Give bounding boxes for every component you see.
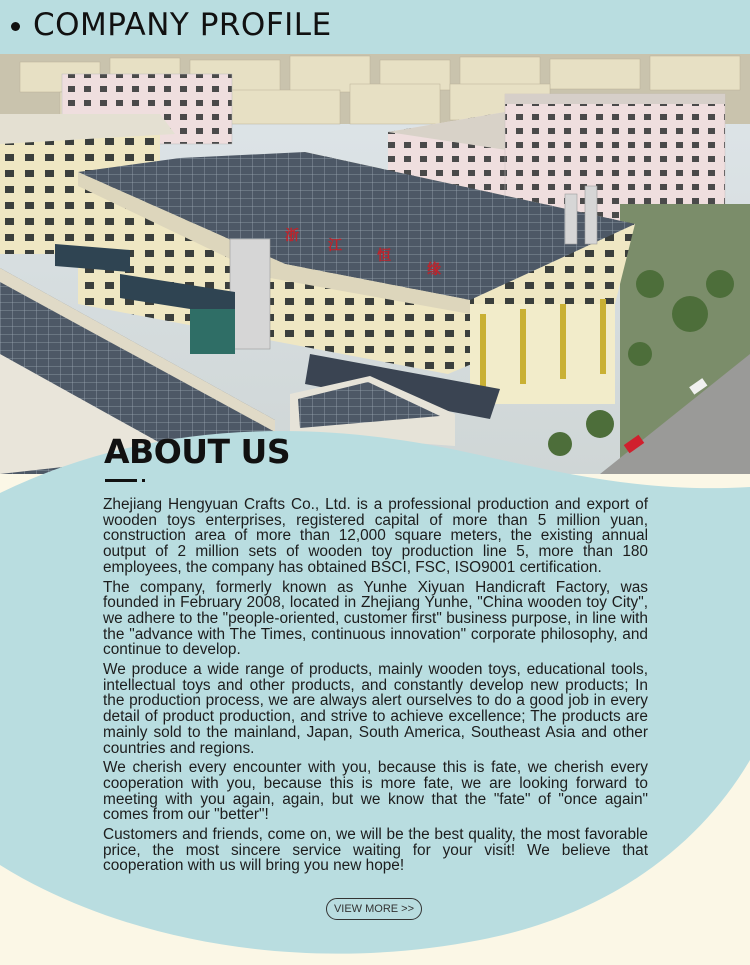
about-paragraph: Zhejiang Hengyuan Crafts Co., Ltd. is a professional production and export of wooden toys enterprises, registered capital of more than 5 million yuan, construction area of more than 12,000 square meters, the existing annual output of 2 million sets of wooden toy production line 5, more than 180 employees, the company has obtained BSCI, FSC, ISO9001 certification. bbox=[103, 496, 648, 576]
about-heading: ABOUT US bbox=[104, 432, 291, 471]
heading-underline bbox=[105, 479, 137, 482]
view-more-button[interactable]: VIEW MORE >> bbox=[326, 898, 422, 920]
roof-sign-char: 恒 bbox=[377, 248, 391, 264]
roof-sign-char: 缘 bbox=[427, 262, 441, 278]
about-paragraph: Customers and friends, come on, we will be the best quality, the most favorable price, the most sincere service waiting for your visit! We believe that cooperation with us will bring you new hope! bbox=[103, 826, 648, 875]
about-paragraph: The company, formerly known as Yunhe Xiyuan Handicraft Factory, was founded in February 2008, located in Zhejiang Yunhe, "China wooden toy City", we adhere to the "people-oriented, customer first" business purpose, in line with the "advance with The Times, continuous innovation" corporate philosophy, and continue to develop. bbox=[103, 578, 648, 659]
roof-sign-char: 浙 bbox=[285, 228, 299, 244]
roof-sign-char: 江 bbox=[328, 238, 342, 254]
page-title: COMPANY PROFILE bbox=[33, 7, 332, 43]
heading-underline-dot bbox=[142, 479, 145, 482]
about-paragraph: We produce a wide range of products, mainly wooden toys, educational tools, intellectual toys and other products, and constantly develop new products; In the production process, we are always alert ourselves to do a good job in every detail of product production, and strive to achieve excellence; The products are mainly sold to the mainland, Japan, South America, Southeast Asia and other countries and regions. bbox=[103, 661, 648, 757]
about-body bbox=[103, 497, 648, 878]
about-paragraph: We cherish every encounter with you, because this is fate, we cherish every cooperation with you, because this is more fate, we are looking forward to meeting with you again, again, but we know that the "fate" of "once again" comes from our "better"! bbox=[103, 759, 648, 824]
bullet-icon bbox=[11, 22, 20, 31]
header-bar bbox=[0, 0, 750, 54]
